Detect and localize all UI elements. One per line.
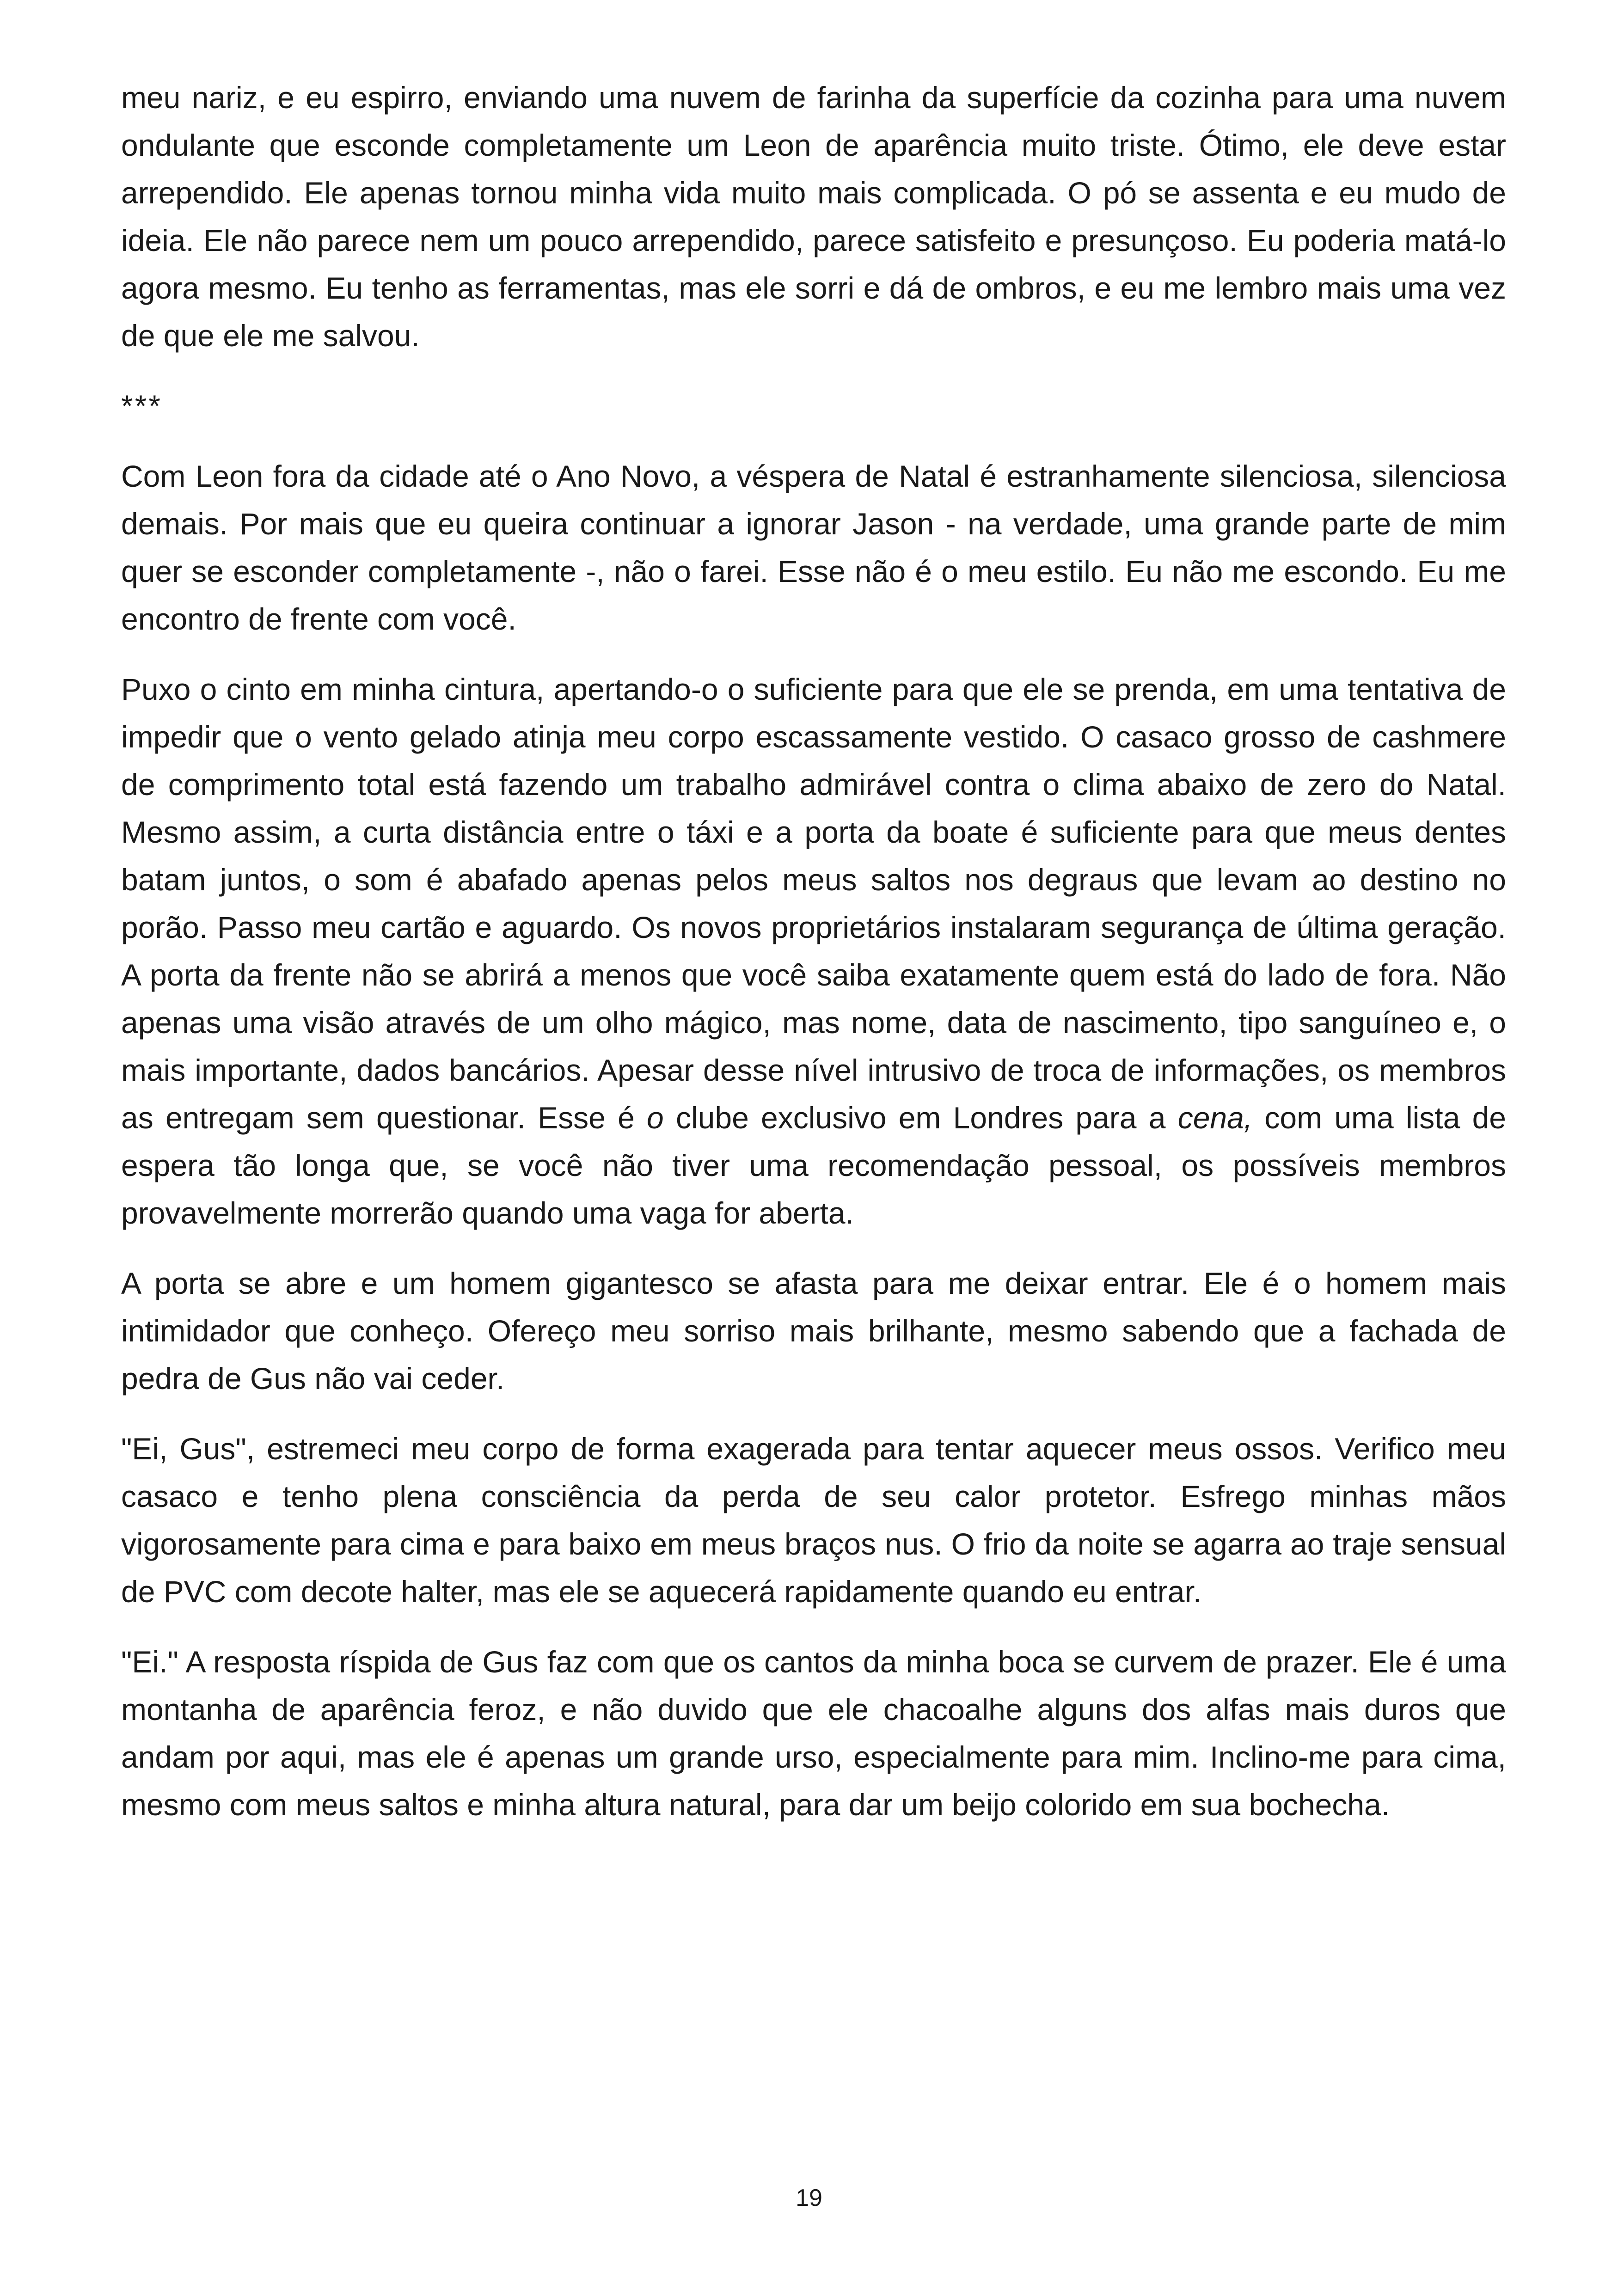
paragraph-3 — [121, 666, 1506, 1237]
paragraph-2 — [121, 453, 1506, 643]
page-number: 19 — [796, 2185, 822, 2211]
paragraph-1 — [121, 74, 1506, 360]
paragraph-3-text-b: clube exclusivo em Londres para a — [663, 1101, 1178, 1135]
paragraph-6-text: "Ei." A resposta ríspida de Gus faz com que os cantos da minha boca se curvem de prazer. Ele é uma montanha de aparência feroz, e não duvido que ele chacoalhe alguns dos alfas mais duros que andam por aqui, mas ele é apenas um grande urso, especialmente para mim. Inclino-me para cima, mesmo com meus saltos e minha altura natural, para dar um beijo colorido em sua bochecha. — [121, 1645, 1506, 1822]
paragraph-4 — [121, 1260, 1506, 1402]
paragraph-3-italic-cena: cena, — [1177, 1101, 1253, 1135]
paragraph-5-text: "Ei, Gus", estremeci meu corpo de forma exagerada para tentar aquecer meus ossos. Verifico meu casaco e tenho plena consciência da perda de seu calor protetor. Esfrego minhas mãos vigorosamente para cima e para baixo em meus braços nus. O frio da noite se agarra ao traje sensual de PVC com decote halter, mas ele se aquecerá rapidamente quando eu entrar. — [121, 1432, 1506, 1609]
paragraph-2-text: Com Leon fora da cidade até o Ano Novo, a véspera de Natal é estranhamente silenciosa, silenciosa demais. Por mais que eu queira continuar a ignorar Jason - na verdade, uma grande parte de mim quer se esconder completamente -, não o farei. Esse não é o meu estilo. Eu não me escondo. Eu me encontro de frente com você. — [121, 459, 1506, 636]
paragraph-6 — [121, 1638, 1506, 1829]
paragraph-3-text-a: Puxo o cinto em minha cintura, apertando-o o suficiente para que ele se prenda, em uma tentativa de impedir que o vento gelado atinja meu corpo escassamente vestido. O casaco grosso de cashmere de comprimento total está fazendo um trabalho admirável contra o clima abaixo de zero do Natal. Mesmo assim, a curta distância entre o táxi e a porta da boate é suficiente para que meus dentes batam juntos, o som é abafado apenas pelos meus saltos nos degraus que levam ao destino no porão. Passo meu cartão e aguardo. Os novos proprietários instalaram segurança de última geração. A porta da frente não se abrirá a menos que você saiba exatamente quem está do lado de fora. Não apenas uma visão através de um olho mágico, mas nome, data de nascimento, tipo sanguíneo e, o mais importante, dados bancários. Apesar desse nível intrusivo de troca de informações, os membros as entregam sem questionar. Esse é — [121, 672, 1506, 1135]
scene-separator: *** — [121, 389, 163, 423]
paragraph-4-text: A porta se abre e um homem gigantesco se afasta para me deixar entrar. Ele é o homem mais intimidador que conheço. Ofereço meu sorriso mais brilhante, mesmo sabendo que a fachada de pedra de Gus não vai ceder. — [121, 1266, 1506, 1396]
paragraph-3-italic-o: o — [647, 1101, 664, 1135]
paragraph-5 — [121, 1425, 1506, 1616]
paragraph-1-text: meu nariz, e eu espirro, enviando uma nuvem de farinha da superfície da cozinha para uma nuvem ondulante que esconde completamente um Leon de aparência muito triste. Ótimo, ele deve estar arrependido. Ele apenas tornou minha vida muito mais complicada. O pó se assenta e eu mudo de ideia. Ele não parece nem um pouco arrependido, parece satisfeito e presunçoso. Eu poderia matá-lo agora mesmo. Eu tenho as ferramentas, mas ele sorri e dá de ombros, e eu me lembro mais uma vez de que ele me salvou. — [121, 80, 1506, 353]
paragraph-3-text-c: com uma lista de espera tão longa que, se você não tiver uma recomendação pessoal, os possíveis membros provavelmente morrerão quando uma vaga for aberta. — [121, 1101, 1506, 1230]
page-body — [121, 74, 1506, 1851]
